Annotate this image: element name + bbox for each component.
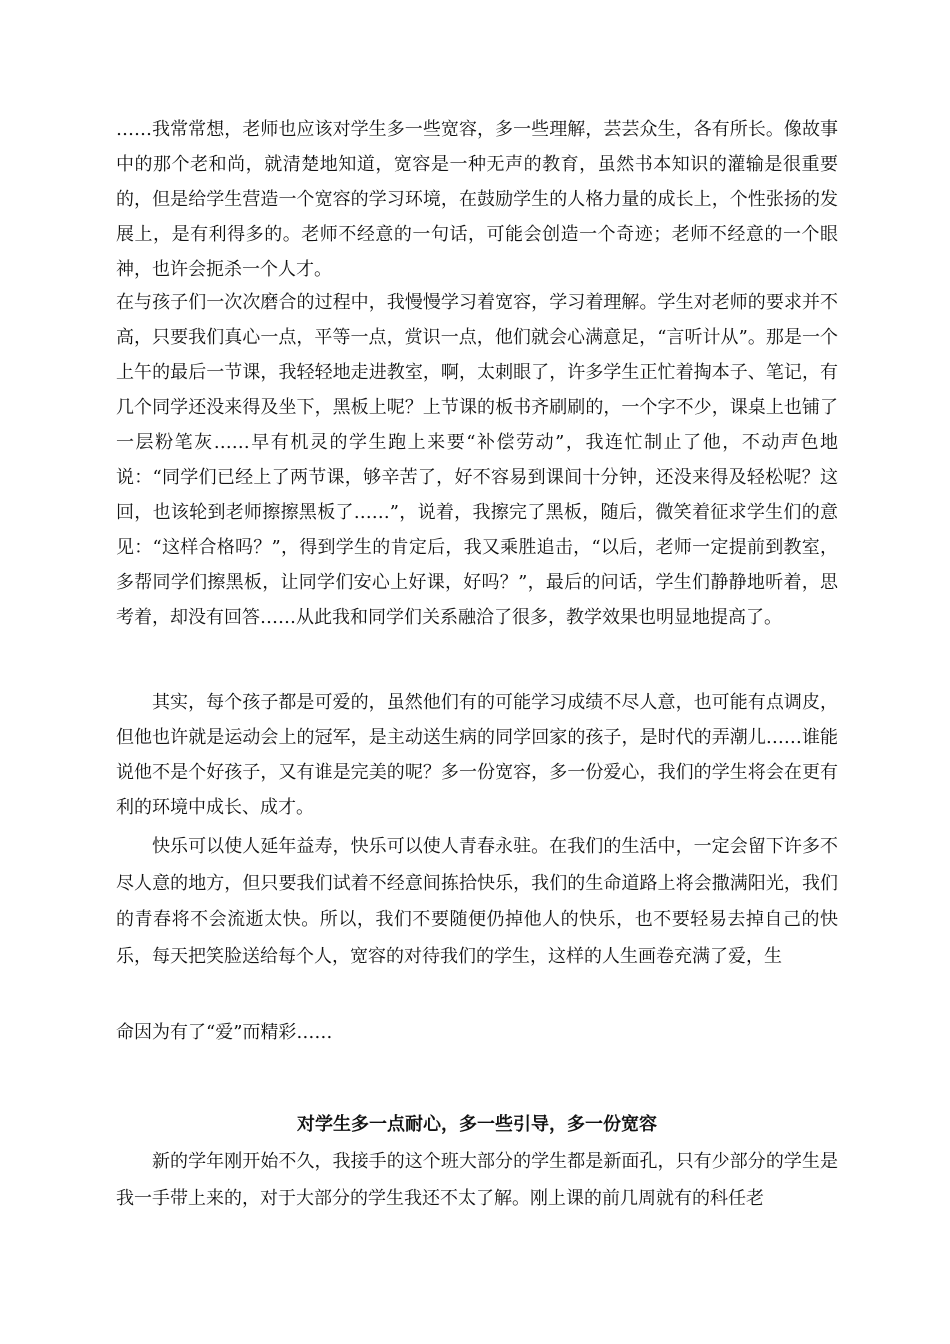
paragraph-closing-line: 命因为有了“爱”而精彩…… (116, 1022, 333, 1043)
paragraph-happiness: 快乐可以使人延年益寿，快乐可以使人青春永驻。在我们的生活中，一定会留下许多不尽人意的地方，但只要我们试着不经意间拣拾快乐，我们的生命道路上将会撒满阳光，我们的青春将不会流逝太快。所以，我们不要随便仍掉他人的快乐，也不要轻易去掉自己的快乐，每天把笑脸送给每个人，宽容的对待我们的学生，这样的人生画卷充满了爱，生 (116, 836, 838, 967)
paragraph-tolerance-reflection: ……我常常想，老师也应该对学生多一些宽容，多一些理解，芸芸众生，各有所长。像故事中的那个老和尚，就清楚地知道，宽容是一种无声的教育，虽然书本知识的灌输是很重要的，但是给学生营造一个宽容的学习环境，在鼓励学生的人格力量的成长上，个性张扬的发展上，是有利得多的。老师不经意的一句话，可能会创造一个奇迹；老师不经意的一个眼神，也许会扼杀一个人才。 (116, 119, 838, 280)
paragraph-blackboard-story: 在与孩子们一次次磨合的过程中，我慢慢学习着宽容，学习着理解。学生对老师的要求并不高，只要我们真心一点，平等一点，赏识一点，他们就会心满意足，“言听计从”。那是一个上午的最后一节课，我轻轻地走进教室，啊，太刺眼了，许多学生正忙着掏本子、笔记，有几个同学还没来得及坐下，黑板上呢？上节课的板书齐刷刷的，一个字不少，课桌上也铺了一层粉笔灰……早有机灵的学生跑上来要“补偿劳动”，我连忙制止了他，不动声色地说：“同学们已经上了两节课，够辛苦了，好不容易到课间十分钟，还没来得及轻松呢？这回，也该轮到老师擦擦黑板了……”，说着，我擦完了黑板，随后，微笑着征求学生们的意见：“这样合格吗？”，得到学生的肯定后，我又乘胜追击，“以后，老师一定提前到教室，多帮同学们擦黑板，让同学们安心上好课，好吗？”，最后的问话，学生们静静地听着，思考着，却没有回答……从此我和同学们关系融洽了很多，教学效果也明显地提高了。 (116, 292, 838, 628)
paragraph-every-child-lovely: 其实，每个孩子都是可爱的，虽然他们有的可能学习成绩不尽人意，也可能有点调皮，但他也许就是运动会上的冠军，是主动送生病的同学回家的孩子，是时代的弄潮儿……谁能说他不是个好孩子，又有谁是完美的呢？多一份宽容，多一份爱心，我们的学生将会在更有利的环境中成长、成才。 (116, 692, 838, 818)
section-heading: 对学生多一点耐心，多一些引导，多一份宽容 (297, 1114, 657, 1135)
paragraph-new-school-year: 新的学年刚开始不久，我接手的这个班大部分的学生都是新面孔，只有少部分的学生是我一手带上来的，对于大部分的学生我还不太了解。刚上课的前几周就有的科任老 (116, 1151, 838, 1209)
